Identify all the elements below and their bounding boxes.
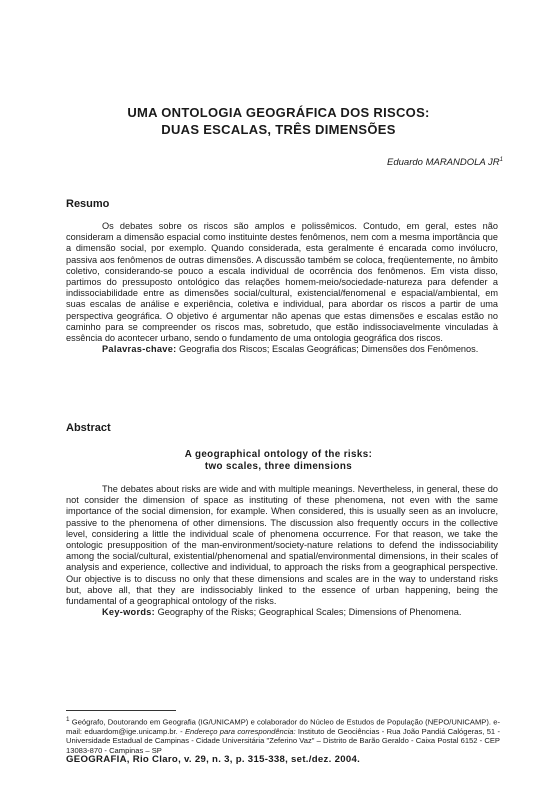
resumo-paragraph: Os debates sobre os riscos são amplos e polissêmicos. Contudo, em geral, estes não consideram a dimensão espacial como instituinte destes fenômenos, nem com a mesma importância que a dimensão social, por exemplo. Quando considerada, esta geralmente é encarada como invólucro, passiva aos fenômenos de outras dimensões. A discussão também se coloca, freqüentemente, no âmbito coletivo, considerando-se pouco a escala individual de ocorrência dos fenômenos. Em vista disso, partimos do pressuposto ontológico das relações homem-meio/sociedade-natureza para defender a indissociabilidade entre as dimensões social/cultural, existencial/fenomenal e espacial/ambiental, em suas escalas de análise e experiência, coletiva e individual, para abordar os riscos a partir de uma perspectiva geográfica. O objetivo é argumentar não apenas que estas dimensões e escalas estão no caminho para se compreender os riscos mas, sobretudo, que estão indissociavelmente vinculadas à essência do acontecer urbano, sendo o fundamento de uma ontologia geográfica dos riscos. [66,221,498,344]
journal-citation: GEOGRAFIA, Rio Claro, v. 29, n. 3, p. 315-338, set./dez. 2004. [66,754,361,765]
footnote-mark: 1 [66,716,70,723]
article-title [0,104,557,138]
resumo-keywords-text: Geografia dos Riscos; Escalas Geográficas; Dimensões dos Fenômenos. [179,344,479,355]
resumo-keywords [66,344,498,355]
abstract-title-line2: two scales, three dimensions [204,461,353,472]
resumo-keywords-label: Palavras-chave: [102,344,177,355]
author-footnote [66,715,500,755]
footnote-address-label: Endereço para correspondência: [184,726,296,736]
footnote-divider [66,710,176,711]
abstract-title-line1: A geographical ontology of the risks: [184,449,373,460]
author-name [387,157,503,168]
abstract-keywords-text: Geography of the Risks; Geographical Scales; Dimensions of Phenomena. [157,607,462,618]
article-title-line1: UMA ONTOLOGIA GEOGRÁFICA DOS RISCOS: [127,105,430,120]
resumo-heading: Resumo [66,198,110,210]
abstract-keywords [66,607,498,618]
footnote-address: Instituto de Geociências - Rua João Pandiá Calógeras, 51 - Universidade Estadual de Campinas - Cidade Universitária "Zeferino Vaz" – Distrito de Barão Geraldo - Caixa Postal 6152 - CEP 13083-870 - Campinas – SP [66,726,500,755]
resumo-section [66,221,498,355]
abstract-paragraph: The debates about risks are wide and with multiple meanings. Nevertheless, in general, these do not consider the dimension of space as instituting of these phenomena, not even with the same importance of the social dimension, for example. When considered, this is usually seen as an involucre, passive to the phenomena of other dimensions. The discussion also frequently occurs in the collective level, considering a little the individual scale of phenomena occurrence. For that reason, we take the ontologic presupposition of the man-environment/society-nature relations to defend the indissociability among the social/cultural, existential/phenomenal and spatial/environmental dimensions, in their scales of analysis and experience, collective and individual, to approach the risks from a geographical perspective. Our objective is to discuss no only that these dimensions and scales are in the way to understand risks but, above all, that they are indissociably linked to the essence of urban happening, being the fundamental of a geographical ontology of the risks. [66,484,498,607]
abstract-heading: Abstract [66,422,111,434]
abstract-section [66,484,498,618]
abstract-title [0,449,557,473]
article-title-line2: DUAS ESCALAS, TRÊS DIMENSÕES [161,122,396,137]
footnote-text: Geógrafo, Doutorando em Geografia (IG/UNICAMP) e colaborador do Núcleo de Estudos de População (NEPO/UNICAMP). e-mail: eduardom@ige.unicamp.br. - [66,717,500,736]
abstract-keywords-label: Key-words: [102,607,156,618]
author-footnote-mark: 1 [499,157,503,163]
author-name-text: Eduardo MARANDOLA JR [387,157,500,169]
